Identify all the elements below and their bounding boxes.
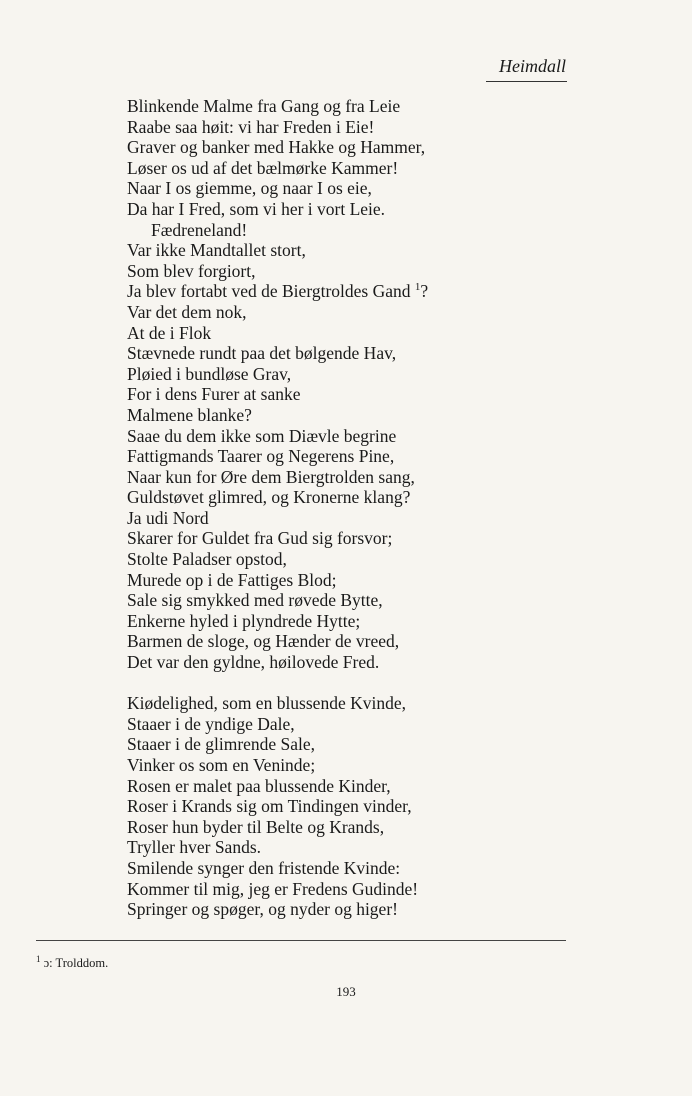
verse-line: Ja udi Nord (127, 507, 209, 528)
footnote-marker: 1 (36, 953, 41, 964)
poem-body (127, 96, 567, 920)
verse-line: Roser i Krands sig om Tindingen vinder, (127, 796, 412, 817)
verse-line-with-footnote (127, 281, 567, 302)
footnote-text: ɔ: Trolddom. (43, 956, 109, 970)
verse-line: Løser os ud af det bælmørke Kammer! (127, 157, 399, 178)
verse-line: Da har I Fred, som vi her i vort Leie. (127, 198, 386, 219)
footnote-rule (36, 940, 566, 941)
verse-line: Naar kun for Øre dem Biergtrolden sang, (127, 466, 415, 487)
verse-line: Staaer i de glimrende Sale, (127, 734, 316, 755)
footnote-reference: 1 (414, 281, 421, 294)
verse-line: Var det dem nok, (127, 301, 247, 322)
page-number: 193 (336, 984, 356, 999)
verse-line: Rosen er malet paa blussende Kinder, (127, 775, 391, 796)
verse-line: Murede op i de Fattiges Blod; (127, 569, 337, 590)
verse-line: Stolte Paladser opstod, (127, 549, 287, 570)
verse-line: Smilende synger den fristende Kvinde: (127, 857, 401, 878)
verse-line: Pløied i bundløse Grav, (127, 363, 292, 384)
verse-line: Saae du dem ikke som Diævle begrine (127, 425, 397, 446)
verse-line: Kiødelighed, som en blussende Kvinde, (127, 693, 406, 714)
running-head: Heimdall (499, 56, 566, 76)
verse-line: Barmen de sloge, og Hænder de vreed, (127, 631, 400, 652)
verse-line: Roser hun byder til Belte og Krands, (127, 816, 385, 837)
footnote (36, 953, 109, 971)
verse-line: Naar I os giemme, og naar I os eie, (127, 178, 372, 199)
verse-line: Blinkende Malme fra Gang og fra Leie (127, 96, 401, 116)
verse-line: Stævnede rundt paa det bølgende Hav, (127, 343, 397, 364)
stanza-1 (127, 96, 567, 673)
verse-line: Staaer i de yndige Dale, (127, 713, 295, 734)
verse-line: Var ikke Mandtallet stort, (127, 240, 306, 261)
stanza-2 (127, 693, 567, 920)
verse-line: Vinker os som en Veninde; (127, 755, 316, 775)
verse-line: Kommer til mig, jeg er Fredens Gudinde! (127, 878, 419, 899)
verse-line: Springer og spøger, og nyder og higer! (127, 899, 398, 920)
verse-line: Fædreneland! (151, 219, 248, 240)
verse-line: Malmene blanke? (127, 404, 252, 425)
verse-line: Raabe saa høit: vi har Freden i Eie! (127, 116, 375, 137)
verse-line: At de i Flok (127, 322, 212, 343)
verse-line: Som blev forgiort, (127, 260, 256, 281)
verse-line: Tryller hver Sands. (127, 837, 262, 858)
running-head-rule (486, 81, 567, 82)
verse-line: Enkerne hyled i plyndrede Hytte; (127, 610, 361, 631)
verse-line: Skarer for Guldet fra Gud sig forsvor; (127, 528, 393, 549)
verse-punctuation: ? (420, 281, 429, 302)
verse-line: Fattigmands Taarer og Negerens Pine, (127, 446, 395, 467)
verse-line: Guldstøvet glimred, og Kronerne klang? (127, 487, 411, 508)
verse-text: Ja blev fortabt ved de Biergtroldes Gand (127, 281, 411, 302)
verse-line: Sale sig smykked med røvede Bytte, (127, 590, 383, 611)
verse-line: For i dens Furer at sanke (127, 384, 301, 405)
verse-line: Det var den gyldne, høilovede Fred. (127, 652, 380, 673)
stanza-break (127, 673, 567, 694)
verse-line: Graver og banker med Hakke og Hammer, (127, 137, 426, 158)
